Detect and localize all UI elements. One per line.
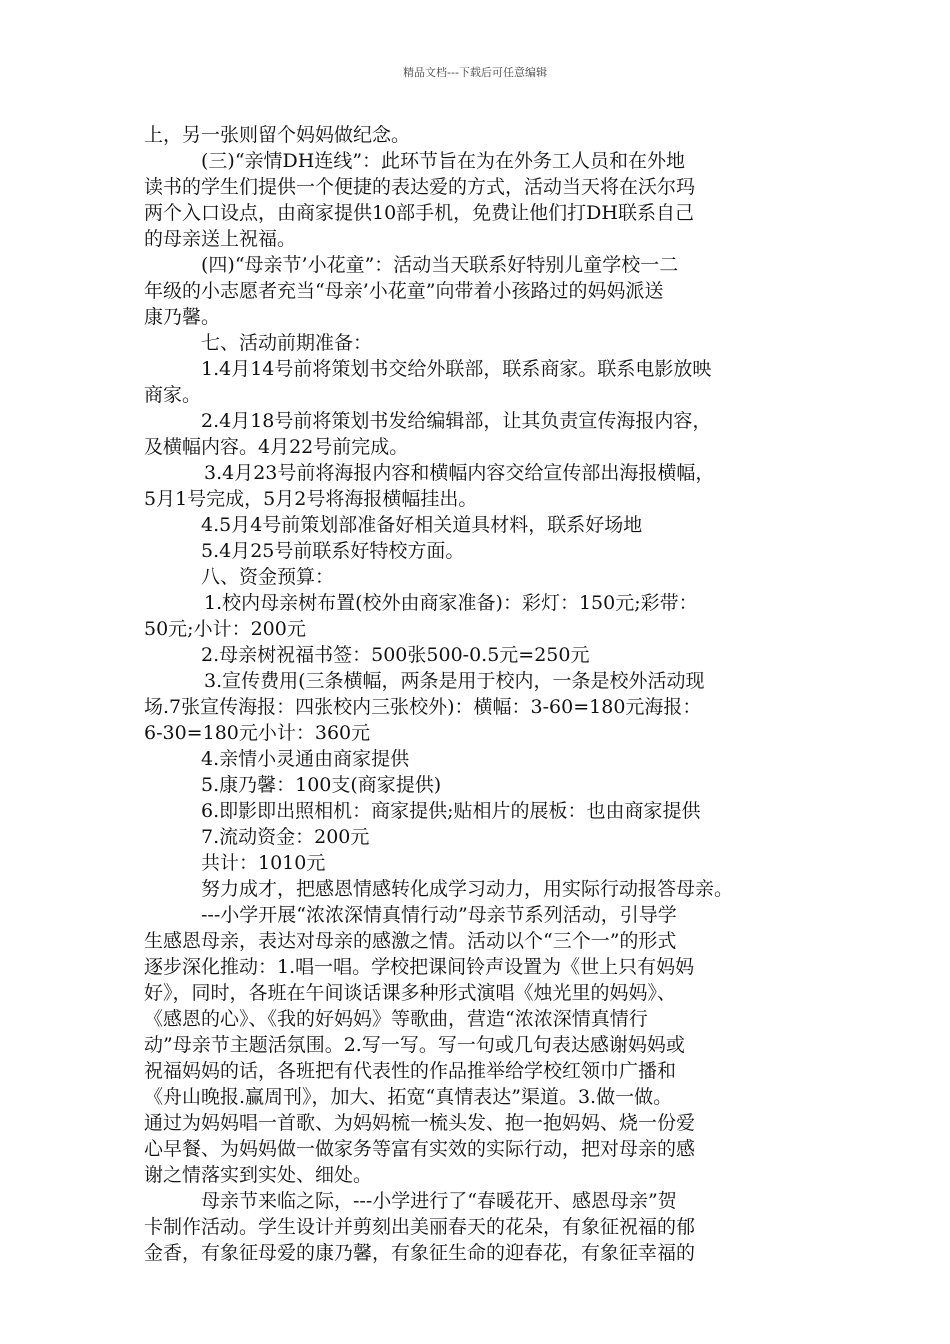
text-line: 3.宣传费用(三条横幅，两条是用于校内，一条是校外活动现 [204,670,705,692]
text-line: 康乃馨。 [144,306,221,328]
text-line: 好》，同时，各班在午间谈话课多种形式演唱《烛光里的妈妈》、 [144,982,677,1004]
text-line: 6-30=180元小计：360元 [144,722,371,744]
text-line: 及横幅内容。4月22号前完成。 [144,436,409,458]
text-line: 努力成才，把感恩情感转化成学习动力，用实际行动报答母亲。 [201,878,734,900]
text-line: ---小学开展“浓浓深情真情行动”母亲节系列活动，引导学 [201,904,677,926]
text-line: 读书的学生们提供一个便捷的表达爱的方式，活动当天将在沃尔玛 [144,176,696,198]
text-line: 生感恩母亲，表达对母亲的感激之情。活动以个“三个一”的形式 [144,930,677,952]
text-line: 谢之情落实到实处、细处。 [144,1164,373,1186]
section-heading: 七、活动前期准备： [201,332,373,354]
text-line: 的母亲送上祝福。 [144,228,297,250]
text-line: 《感恩的心》、《我的好妈妈》等歌曲，营造“浓浓深情真情行 [144,1008,648,1030]
text-line: 通过为妈妈唱一首歌、为妈妈梳一梳头发、抱一抱妈妈、烧一份爱 [144,1112,696,1134]
text-line: 3.4月23号前将海报内容和横幅内容交给宣传部出海报横幅， [204,462,715,484]
text-line: (三)“亲情DH连线”：此环节旨在为在外务工人员和在外地 [201,150,686,172]
document-body [144,122,816,1266]
text-line: 7.流动资金：200元 [201,826,370,848]
text-line: 2.4月18号前将策划书发给编辑部，让其负责宣传海报内容， [201,410,712,432]
text-line: 心早餐、为妈妈做一做家务等富有实效的实际行动，把对母亲的感 [144,1138,696,1160]
text-line: 动”母亲节主题活氛围。2.写一写。写一句或几句表达感谢妈妈或 [144,1034,685,1056]
page-header: 精品文档---下载后可任意编辑 [403,66,547,79]
text-line: 逐步深化推动：1.唱一唱。学校把课间铃声设置为《世上只有妈妈 [144,956,695,978]
text-line: 祝福妈妈的话，各班把有代表性的作品推举给学校红领巾广播和 [144,1060,677,1082]
text-line: (四)“母亲节’小花童”：活动当天联系好特别儿童学校一二 [201,254,679,276]
text-line: 1.校内母亲树布置(校外由商家准备)：彩灯：150元;彩带： [204,592,698,614]
text-line: 母亲节来临之际，---小学进行了“春暖花开、感恩母亲”贺 [201,1190,677,1212]
text-line: 上，另一张则留个妈妈做纪念。 [144,124,411,146]
text-line: 卡制作活动。学生设计并剪刻出美丽春天的花朵，有象征祝福的郁 [144,1216,696,1238]
text-line: 年级的小志愿者充当“母亲’小花童”向带着小孩路过的妈妈派送 [144,280,664,302]
text-line: 50元;小计：200元 [144,618,306,640]
text-line: 场.7张宣传海报：四张校内三张校外)：横幅：3-60=180元海报： [144,696,702,718]
section-heading: 八、资金预算： [201,566,335,588]
text-line: 商家。 [144,384,202,406]
text-line: 1.4月14号前将策划书交给外联部，联系商家。联系电影放映 [201,358,712,380]
text-line: 2.母亲树祝福书签：500张500-0.5元=250元 [201,644,590,666]
text-line: 5.康乃馨：100支(商家提供) [201,774,442,796]
text-line: 5月1号完成，5月2号将海报横幅挂出。 [144,488,478,510]
text-line: 共计：1010元 [201,852,326,874]
text-line: 两个入口设点，由商家提供10部手机，免费让他们打DH联系自己 [144,202,694,224]
text-line: 5.4月25号前联系好特校方面。 [201,540,465,562]
text-line: 6.即影即出照相机：商家提供;贴相片的展板：也由商家提供 [201,800,701,822]
text-line: 4.5月4号前策划部准备好相关道具材料，联系好场地 [201,514,643,536]
text-line: 金香，有象征母爱的康乃馨，有象征生命的迎春花，有象征幸福的 [144,1242,696,1264]
text-line: 4.亲情小灵通由商家提供 [201,748,410,770]
text-line: 《舟山晚报.赢周刊》，加大、拓宽“真情表达”渠道。3.做一做。 [144,1086,673,1108]
